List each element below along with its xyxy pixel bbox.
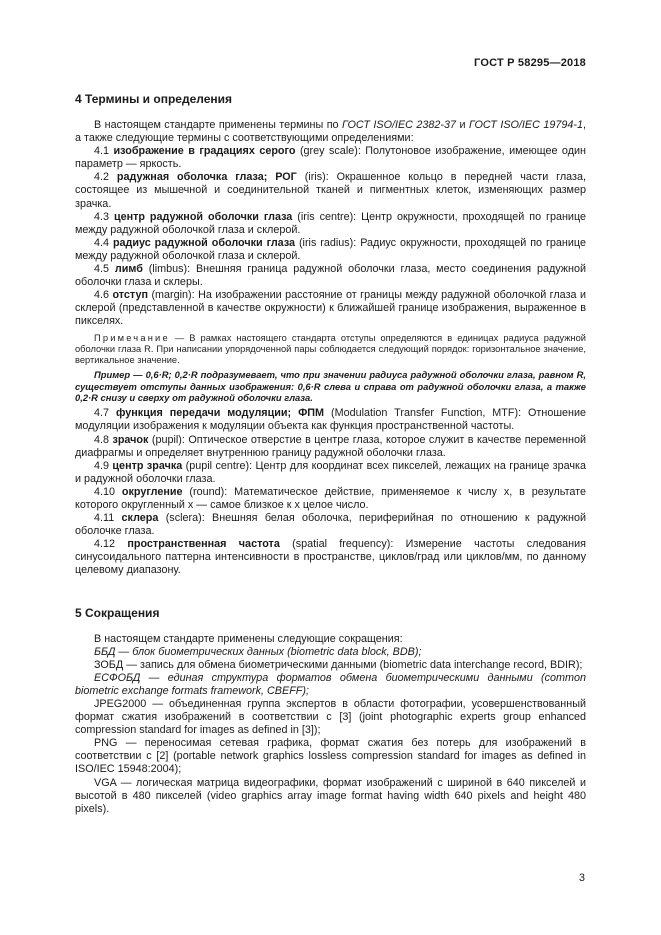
term-definition: (iris radius): Радиус окружности, проходящей по границе между радужной оболочкой глаза и склерой. [75, 236, 586, 262]
term-number: 4.7 [94, 407, 116, 420]
term-title: зрачок [112, 433, 149, 446]
term-number: 4.5 [94, 263, 115, 276]
term-title: центр зрачка [112, 459, 183, 472]
term-title: центр радужной оболочки глаза [113, 210, 293, 223]
term-title: радиус радужной оболочки глаза [112, 236, 296, 249]
term-4-1 [75, 145, 586, 171]
note-paragraph [75, 333, 586, 367]
example-text: 0,6·R; 0,2·R подразумевает, что при значении радиуса радужной оболочки глаза, равном R, существует отступы данных изображения: 0,6·R слева и справа от радужной оболочки глаза, а также 0,2·R снизу и сверху от радужной оболочки глаза. [75, 369, 586, 403]
term-title: округление [121, 485, 183, 498]
term-definition: (iris centre): Центр окружности, проходящей по границе между радужной оболочкой глаза и склерой. [75, 210, 587, 236]
term-4-6 [75, 289, 586, 328]
note-dash: — [169, 332, 190, 343]
term-4-7 [75, 407, 586, 433]
term-4-12 [75, 538, 586, 577]
abbreviation-bbd: ББД — блок биометрических данных (biometric data block, BDB); [94, 645, 422, 658]
abbreviation-zobd: ЗОБД — запись для обмена биометрическими данными (biometric data interchange record, BDIR); [94, 658, 583, 671]
term-4-4 [75, 237, 586, 263]
term-4-11 [75, 512, 586, 538]
term-definition: (Modulation Transfer Function, MTF): Отношение модуляции изображения к модуляции объекта как функция пространственной частоты. [75, 407, 586, 433]
section-5-intro: В настоящем стандарте применены следующие сокращения: [94, 632, 403, 645]
intro-text: В настоящем стандарте применены термины по [94, 119, 342, 131]
term-number: 4.10 [94, 485, 122, 498]
term-number: 4.12 [94, 538, 128, 551]
term-title: функция передачи модуляции; ФПМ [115, 407, 325, 420]
term-4-9 [75, 460, 586, 486]
section-5-title: 5 Сокращения [75, 605, 160, 620]
term-title: изображение в градациях серого [113, 145, 296, 158]
note-label: Примечание [94, 332, 170, 343]
page-content [75, 57, 586, 816]
term-4-3 [75, 211, 586, 237]
intro-text: , а также следующие термины с соответствующими определениями: [75, 119, 586, 145]
term-definition: (grey scale): Полутоновое изображение, имеющее один параметр — яркость. [75, 145, 586, 171]
abbreviation-jpeg2000: JPEG2000 — объединенная группа экспертов в области фотографии, усовершенствованный формат сжатия изображений в соответствии с [3] (joint photographic experts group enhanced compression standard for images as defined in [3]); [75, 698, 586, 737]
term-definition: (pupil centre): Центр для координат всех пикселей, лежащих на границе зрачка и радужной оболочки глаза. [75, 459, 586, 485]
example-paragraph [75, 369, 586, 403]
term-number: 4.1 [94, 145, 114, 158]
term-number: 4.8 [94, 433, 113, 446]
term-definition: (margin): На изображении расстояние от границы между радужной оболочкой глаза и склерой (представленной в качестве окружности) к ближайшей границе изображения, выраженное в пикселях. [75, 289, 586, 328]
term-definition: (iris): Окрашенное кольцо в передней части глаза, состоящее из мышечной и соединительной тканей и пигментных клеток, изменяющих размер зрачка. [75, 171, 586, 210]
abbreviation-esfobd: ЕСФОБД — единая структура форматов обмена биометрическими данными (common biometric exchange formats framework, CBEFF); [75, 671, 586, 697]
example-label: Пример — [94, 369, 146, 381]
term-number: 4.4 [94, 236, 113, 249]
term-title: склера [121, 512, 159, 525]
term-title: лимб [114, 263, 143, 276]
abbreviation-png: PNG — переносимая сетевая графика, формат сжатия без потерь для изображений в соответствии с [2] (portable network graphics lossless compression standard for images as defined in ISO/IEC 15948:2004); [75, 737, 586, 776]
term-definition: (spatial frequency): Измерение частоты следования синусоидального паттерна интенсивности в пространстве, циклов/град или циклов/мм, по данному целевому диапазону. [75, 538, 586, 577]
term-number: 4.6 [94, 289, 113, 302]
section-4-intro [75, 119, 586, 145]
intro-text: и [456, 119, 469, 131]
document-code: ГОСТ Р 58295—2018 [474, 57, 586, 69]
standard-reference: ГОСТ ISO/IEC 19794-1 [468, 119, 583, 131]
term-number: 4.11 [94, 512, 122, 525]
term-number: 4.2 [94, 171, 117, 184]
term-4-8 [75, 434, 586, 460]
term-4-10 [75, 486, 586, 512]
section-4-title: 4 Термины и определения [75, 92, 233, 106]
term-4-2 [75, 171, 586, 210]
page-number: 3 [578, 872, 585, 884]
term-title: радужная оболочка глаза; РОГ [116, 171, 297, 184]
term-definition: (pupil): Оптическое отверстие в центре глаза, которое служит в качестве переменной диафрагмы и определяет внутреннюю границу радужной оболочки глаза. [75, 433, 586, 459]
term-definition: (sclera): Внешняя белая оболочка, периферийная по отношению к радужной оболочке глаза. [75, 512, 586, 538]
term-number: 4.9 [94, 459, 113, 472]
term-title: отступ [112, 289, 149, 302]
term-definition: (round): Математическое действие, применяемое к числу x, в результате которого округленный x — самое близкое к x целое число. [75, 485, 587, 511]
term-4-5 [75, 263, 586, 289]
term-definition: (limbus): Внешняя граница радужной оболочки глаза, место соединения радужной оболочки глаза и склеры. [75, 263, 586, 289]
abbreviation-vga: VGA — логическая матрица видеографики, формат изображений с шириной в 640 пикселей и высотой в 480 пикселей (video graphics array image format having width 640 pixels and height 480 pixels). [75, 776, 586, 815]
standard-reference: ГОСТ ISO/IEC 2382-37 [342, 119, 457, 131]
term-number: 4.3 [94, 210, 114, 223]
term-title: пространственная частота [127, 538, 280, 551]
note-text: В рамках настоящего стандарта отступы определяются в единицах радиуса радужной оболочки глаза R. При написании упорядоченной пары соблюдается следующий порядок: горизонтальное значение, вертикальное значение. [75, 332, 586, 365]
